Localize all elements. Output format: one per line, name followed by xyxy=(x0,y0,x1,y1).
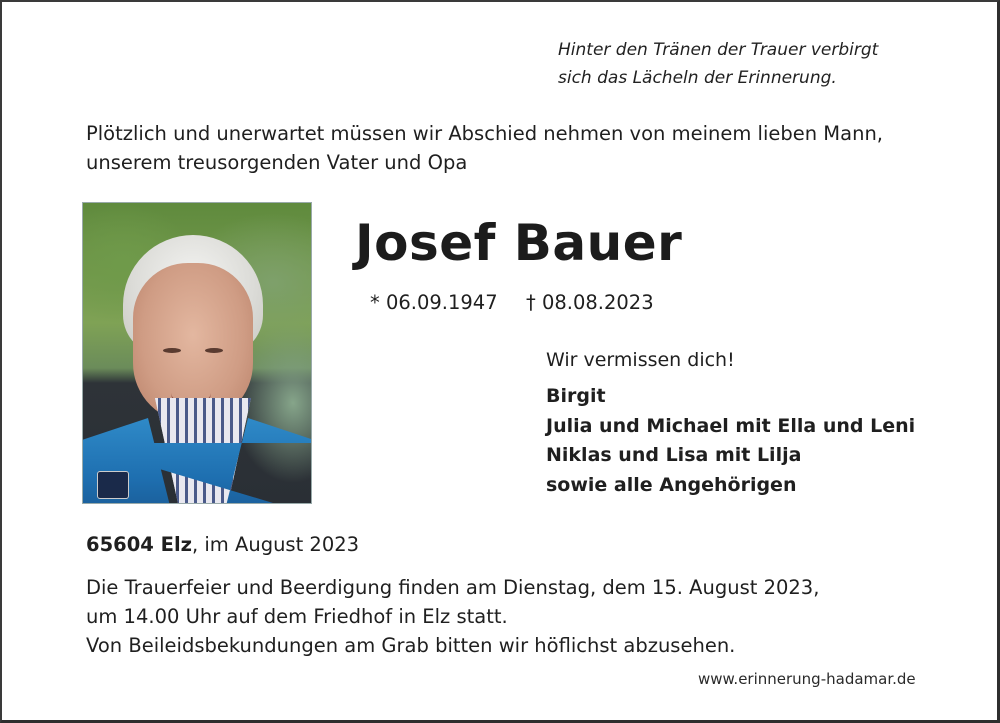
motto-line-1: Hinter den Tränen der Trauer verbirgt xyxy=(558,40,879,60)
photo-eye-right xyxy=(205,348,223,353)
service-line-1: Die Trauerfeier und Beerdigung finden am Dienstag, dem 15. August 2023, xyxy=(86,576,820,599)
website-link[interactable]: www.erinnerung-hadamar.de xyxy=(698,670,916,688)
photo-eye-left xyxy=(163,348,181,353)
motto-line-2: sich das Lächeln der Erinnerung. xyxy=(558,68,837,88)
family-line: Birgit xyxy=(546,385,606,407)
family-line: sowie alle Angehörigen xyxy=(546,473,797,496)
service-line-3: Von Beileidsbekundungen am Grab bitten wir höflichst abzusehen. xyxy=(86,634,736,657)
birth-date: * 06.09.1947 xyxy=(370,291,498,314)
intro-text xyxy=(86,119,883,177)
family-line: Niklas und Lisa mit Lilja xyxy=(546,444,802,466)
death-date: † 08.08.2023 xyxy=(526,291,654,314)
place-name: 65604 Elz xyxy=(86,533,192,556)
service-line-2: um 14.00 Uhr auf dem Friedhof in Elz statt. xyxy=(86,605,508,628)
family-signatures xyxy=(546,382,915,500)
miss-you-text: Wir vermissen dich! xyxy=(546,349,735,371)
place-and-date xyxy=(86,531,359,559)
family-line: Julia und Michael mit Ella und Leni xyxy=(546,414,916,437)
deceased-name: Josef Bauer xyxy=(355,214,683,272)
funeral-service-info xyxy=(86,573,819,660)
intro-line-2: unserem treusorgenden Vater und Opa xyxy=(86,151,468,174)
photo-jacket-badge xyxy=(97,471,129,499)
intro-line-1: Plötzlich und unerwartet müssen wir Abschied nehmen von meinem lieben Mann, xyxy=(86,122,883,145)
motto-quote xyxy=(558,36,878,92)
portrait-photo xyxy=(82,202,312,504)
place-date: , im August 2023 xyxy=(191,533,360,556)
